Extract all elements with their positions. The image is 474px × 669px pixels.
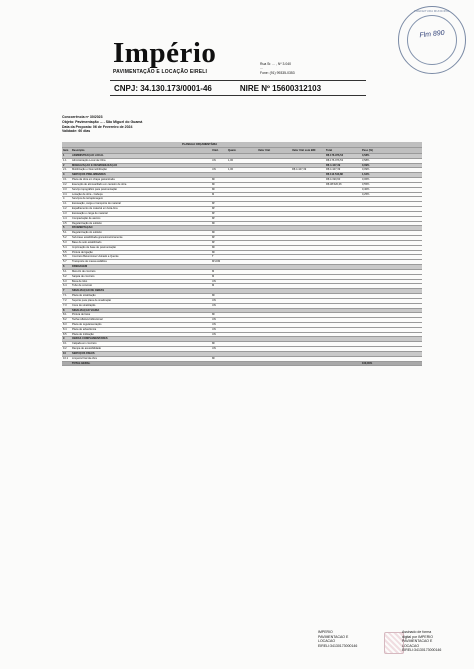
cell-unit: M³ (212, 236, 216, 240)
cell-item: 10 (63, 351, 66, 355)
col-header: Total (326, 149, 333, 152)
nire-number: NIRE Nº 15600312103 (239, 83, 322, 93)
cell-desc: Pintura de ligação (72, 250, 93, 254)
address-line: ... (260, 66, 263, 71)
cell-desc: Suporte para placa de sinalização (72, 298, 112, 302)
cell-item: 1.1 (63, 158, 67, 162)
cell-peso: 0,55% (362, 182, 370, 186)
table-title: PLANILHA ORÇAMENTÁRIA (182, 143, 218, 146)
cell-desc: Regularização do subleito (72, 231, 102, 235)
cell-desc: Base de solo estabilizado (72, 240, 102, 244)
cell-unit: UN (212, 158, 216, 162)
cell-qty: 1,00 (228, 168, 234, 172)
cell-desc: TOTAL GERAL (72, 361, 91, 365)
cell-unit: M² (212, 342, 216, 346)
cell-item: 6.2 (63, 274, 67, 278)
cell-item: 4.2 (63, 207, 67, 211)
cell-peso: 3,58% (362, 154, 370, 157)
cell-item: 8 (63, 308, 65, 312)
cell-item: 9 (63, 337, 65, 341)
col-header: Peso (%) (362, 149, 373, 152)
cell-item: 3.2 (63, 182, 67, 186)
cell-desc: Placa da obra em chapa galvanizada (72, 178, 115, 182)
signature-line: PAVIMENTACAO E (318, 634, 349, 639)
cell-item: 9.2 (63, 347, 67, 351)
cell-unit: M³ (212, 211, 216, 215)
signature-line: PAVIMENTACAO E (402, 639, 433, 643)
cell-unit: UN (212, 298, 216, 302)
cell-desc: Compactação de aterros (72, 216, 101, 220)
cell-item: 7 (63, 289, 65, 293)
cell-item: 10.1 (63, 356, 69, 360)
col-header: Valor Unit (258, 149, 271, 152)
cell-total: R$ 112.543,88 (326, 173, 343, 177)
cell-desc: Espalhamento de material em bota-fora (72, 207, 118, 211)
cell-desc: Imprimação de base de pavimentação (72, 245, 116, 249)
total-row (62, 362, 422, 367)
cell-unit: M² (212, 187, 216, 191)
address-line: Rua Sr. ... , Nº 3.040 (260, 62, 292, 66)
cell-item: 3.1 (63, 178, 67, 182)
cell-desc: Placa de regulamentação (72, 322, 102, 326)
cell-desc: SINALIZAÇÃO DE OBRAS (72, 289, 105, 293)
cell-item: 8.3 (63, 322, 67, 326)
cell-desc: Regularização de subleito (72, 221, 102, 225)
company-address (260, 62, 380, 75)
cell-desc: DRENAGEM (72, 265, 88, 269)
cell-unit: UN (212, 327, 216, 331)
municipal-stamp (398, 6, 466, 74)
cell-total: R$ 176.976,53 (326, 158, 344, 162)
cell-unit: M² (212, 231, 216, 235)
cell-desc: Sarjeta de concreto (72, 274, 95, 278)
cell-item: 5.4 (63, 245, 67, 249)
cell-desc: Placa de indicação (72, 332, 94, 336)
cell-desc: MOBILIZAÇÃO E DESMOBILIZAÇÃO (72, 163, 118, 167)
cell-item: 5.2 (63, 236, 67, 240)
cell-peso: 1,64% (362, 173, 370, 177)
cell-peso: 0,09% (362, 163, 370, 167)
header-line: Validade: 60 dias (62, 129, 91, 134)
cell-item: 2 (63, 163, 65, 167)
signature-seal-icon (384, 632, 404, 654)
cell-unit: UN (212, 279, 216, 283)
cell-desc: Sub-base estabilizada granulometricamente (72, 236, 123, 240)
cell-item: 8.2 (63, 318, 67, 322)
cell-unit: M² (212, 182, 216, 186)
budget-table (62, 142, 422, 366)
signature-line: IMPERIO (318, 630, 333, 634)
col-header: Item (63, 149, 69, 152)
cell-item: 6.1 (63, 269, 67, 273)
cell-item: 5.6 (63, 255, 67, 259)
cell-unit: UN (212, 322, 216, 326)
proposal-header (62, 115, 362, 134)
cell-item: 1 (63, 154, 65, 157)
cell-desc: Escavação, carga e transporte de material (72, 202, 121, 206)
cell-desc: Placa de sinalização (72, 294, 96, 298)
cell-unit: M (212, 274, 215, 278)
cell-item: 4.5 (63, 221, 67, 225)
cell-item: 4 (63, 197, 65, 201)
cell-desc: Tacha refletiva bidirecional (72, 318, 103, 322)
cell-desc: Boca de lobo (72, 279, 88, 283)
cell-item: 8.4 (63, 327, 67, 331)
cell-item: 3 (63, 173, 65, 177)
signature-line: LOCACAO (402, 643, 420, 648)
cell-item: 8.5 (63, 332, 67, 336)
cell-item: 7.1 (63, 294, 67, 298)
cell-desc: ADMINISTRAÇÃO LOCAL (72, 154, 104, 157)
cell-desc: Serviços de terraplenagem (72, 197, 103, 201)
cell-bdi: R$ 4.447,39 (292, 168, 307, 172)
cell-item: 6 (63, 265, 65, 269)
cell-item: 7.2 (63, 298, 67, 302)
cell-desc: Rampa de acessibilidade (72, 347, 101, 351)
cell-unit: M (212, 192, 215, 196)
signature-name-block (318, 630, 386, 648)
cell-unit: M (212, 284, 215, 288)
cell-total: R$ 4.190,60 (326, 178, 341, 182)
cell-unit: UN (212, 332, 216, 336)
signature-line: EIRELI:34130173000146 (402, 648, 442, 652)
company-ids-band (110, 80, 366, 96)
cell-unit: M³ (212, 216, 216, 220)
cell-total: R$ 4.447,39 (326, 163, 341, 167)
cell-desc: Meio-fio de concreto (72, 269, 96, 273)
table-body (62, 154, 422, 366)
signature-line: LOCACAO (318, 639, 336, 643)
cell-unit: M³ (212, 240, 216, 244)
cell-unit: M² (212, 245, 216, 249)
cell-desc: Tubo de concreto (72, 284, 93, 288)
cell-unit: M³ (212, 202, 216, 206)
col-header: Descrição (72, 149, 85, 152)
cell-desc: SERVIÇOS FINAIS (72, 351, 95, 355)
cell-desc: Placa de advertência (72, 327, 97, 331)
cell-unit: M (212, 269, 215, 273)
cell-unit: UN (212, 303, 216, 307)
cell-item: 6.3 (63, 279, 67, 283)
signature-line: EIRELI:34130173000146 (318, 643, 358, 648)
cell-item: 4.1 (63, 202, 67, 206)
cell-item: 9.1 (63, 342, 67, 346)
cell-desc: Escavação e carga de material (72, 211, 108, 215)
cell-item: 5.5 (63, 250, 67, 254)
stamp-handwritten-number: Flm 890 (419, 29, 445, 40)
signature-line: digital por IMPERIO (402, 634, 433, 639)
company-name: Império (113, 37, 217, 69)
cell-desc: Calçada em concreto (72, 342, 97, 346)
cell-desc: SERVIÇOS PRELIMINARES (72, 173, 106, 177)
cell-peso: 0,40% (362, 187, 370, 191)
stamp-inner-ring (407, 15, 457, 65)
cell-unit: M² (212, 178, 216, 182)
cell-unit: M³xKM (212, 260, 221, 264)
cell-desc: Mobilização e Desmobilização (72, 168, 107, 172)
cell-unit: M² (212, 313, 216, 317)
cell-unit: M² (212, 221, 216, 225)
cell-total: R$ 4.447,39 (326, 168, 341, 172)
address-line: Fone: (91) 99335-0353 (260, 70, 295, 75)
cell-peso: 100,00% (362, 361, 373, 365)
cell-item: 7.3 (63, 303, 67, 307)
cell-peso: 0,09% (362, 168, 370, 172)
digital-signature (318, 630, 474, 662)
cell-desc: OBRAS COMPLEMENTARES (72, 337, 108, 341)
cell-item: 5.7 (63, 260, 67, 264)
cell-item: 5.3 (63, 240, 67, 244)
cell-desc: PAVIMENTAÇÃO (72, 226, 93, 230)
cell-desc: Locação de obra - Cabeça (72, 192, 103, 196)
cell-peso: 3,58% (362, 158, 370, 162)
cell-desc: Execução de almoxarifado em canteiro de obra (72, 182, 127, 186)
header-line: Concorrência nº 30/2023 (62, 115, 103, 119)
company-tagline: PAVIMENTAÇÃO E LOCAÇÃO EIRELI (113, 69, 208, 75)
cell-item: 4.3 (63, 211, 67, 215)
cell-unit: M³ (212, 207, 216, 211)
cell-unit: M² (212, 356, 216, 360)
cell-item: 6.4 (63, 284, 67, 288)
cell-unit: M² (212, 294, 216, 298)
header-line: Data da Proposta: 06 de Fevereiro de 2024 (62, 124, 133, 129)
cell-item: 8.1 (63, 313, 67, 317)
cell-item: 4.4 (63, 216, 67, 220)
cell-desc: Cone de sinalização (72, 303, 96, 307)
cell-desc: Transporte de massa asfáltica (72, 260, 107, 264)
header-line: Objeto: Pavimentação ... - São Miguel do Guamá (62, 119, 143, 124)
cell-desc: SINALIZAÇÃO VIÁRIA (72, 308, 100, 312)
col-header: Unid. (212, 149, 219, 152)
cell-qty: 1,00 (228, 158, 234, 162)
cell-unit: UN (212, 168, 216, 172)
signature-info-block (402, 630, 474, 653)
cell-item: 2.1 (63, 168, 67, 172)
signature-line: Assinado de forma (402, 630, 432, 634)
cell-total: R$ 176.976,53 (326, 154, 344, 157)
cell-peso: 0,25% (362, 192, 370, 196)
cell-total: R$ 38.520,06 (326, 182, 342, 186)
cell-unit: T (212, 255, 214, 259)
cnpj-number: CNPJ: 34.130.173/0001-46 (114, 83, 212, 93)
col-header: Valor Unit com BDI (292, 149, 316, 152)
stamp-ring-label: PREFEITURA MUNICIPAL (414, 9, 450, 13)
company-logo (113, 38, 245, 75)
cell-peso: 0,06% (362, 178, 370, 182)
cell-desc: Serviço topográfico para pavimentação (72, 187, 117, 191)
cell-unit: UN (212, 318, 216, 322)
cell-desc: Pintura de faixa (72, 313, 91, 317)
cell-item: 5 (63, 226, 65, 230)
cell-desc: Concreto Betuminoso Usinado a Quente (72, 255, 119, 259)
cell-unit: M² (212, 250, 216, 254)
cell-unit: UN (212, 347, 216, 351)
cell-item: 3.3 (63, 187, 67, 191)
cell-item: 3.4 (63, 192, 67, 196)
cell-desc: Limpeza final da obra (72, 356, 97, 360)
cell-desc: Administração Local da Obra (72, 158, 106, 162)
col-header: Quant. (228, 149, 237, 152)
cell-item: 5.1 (63, 231, 67, 235)
